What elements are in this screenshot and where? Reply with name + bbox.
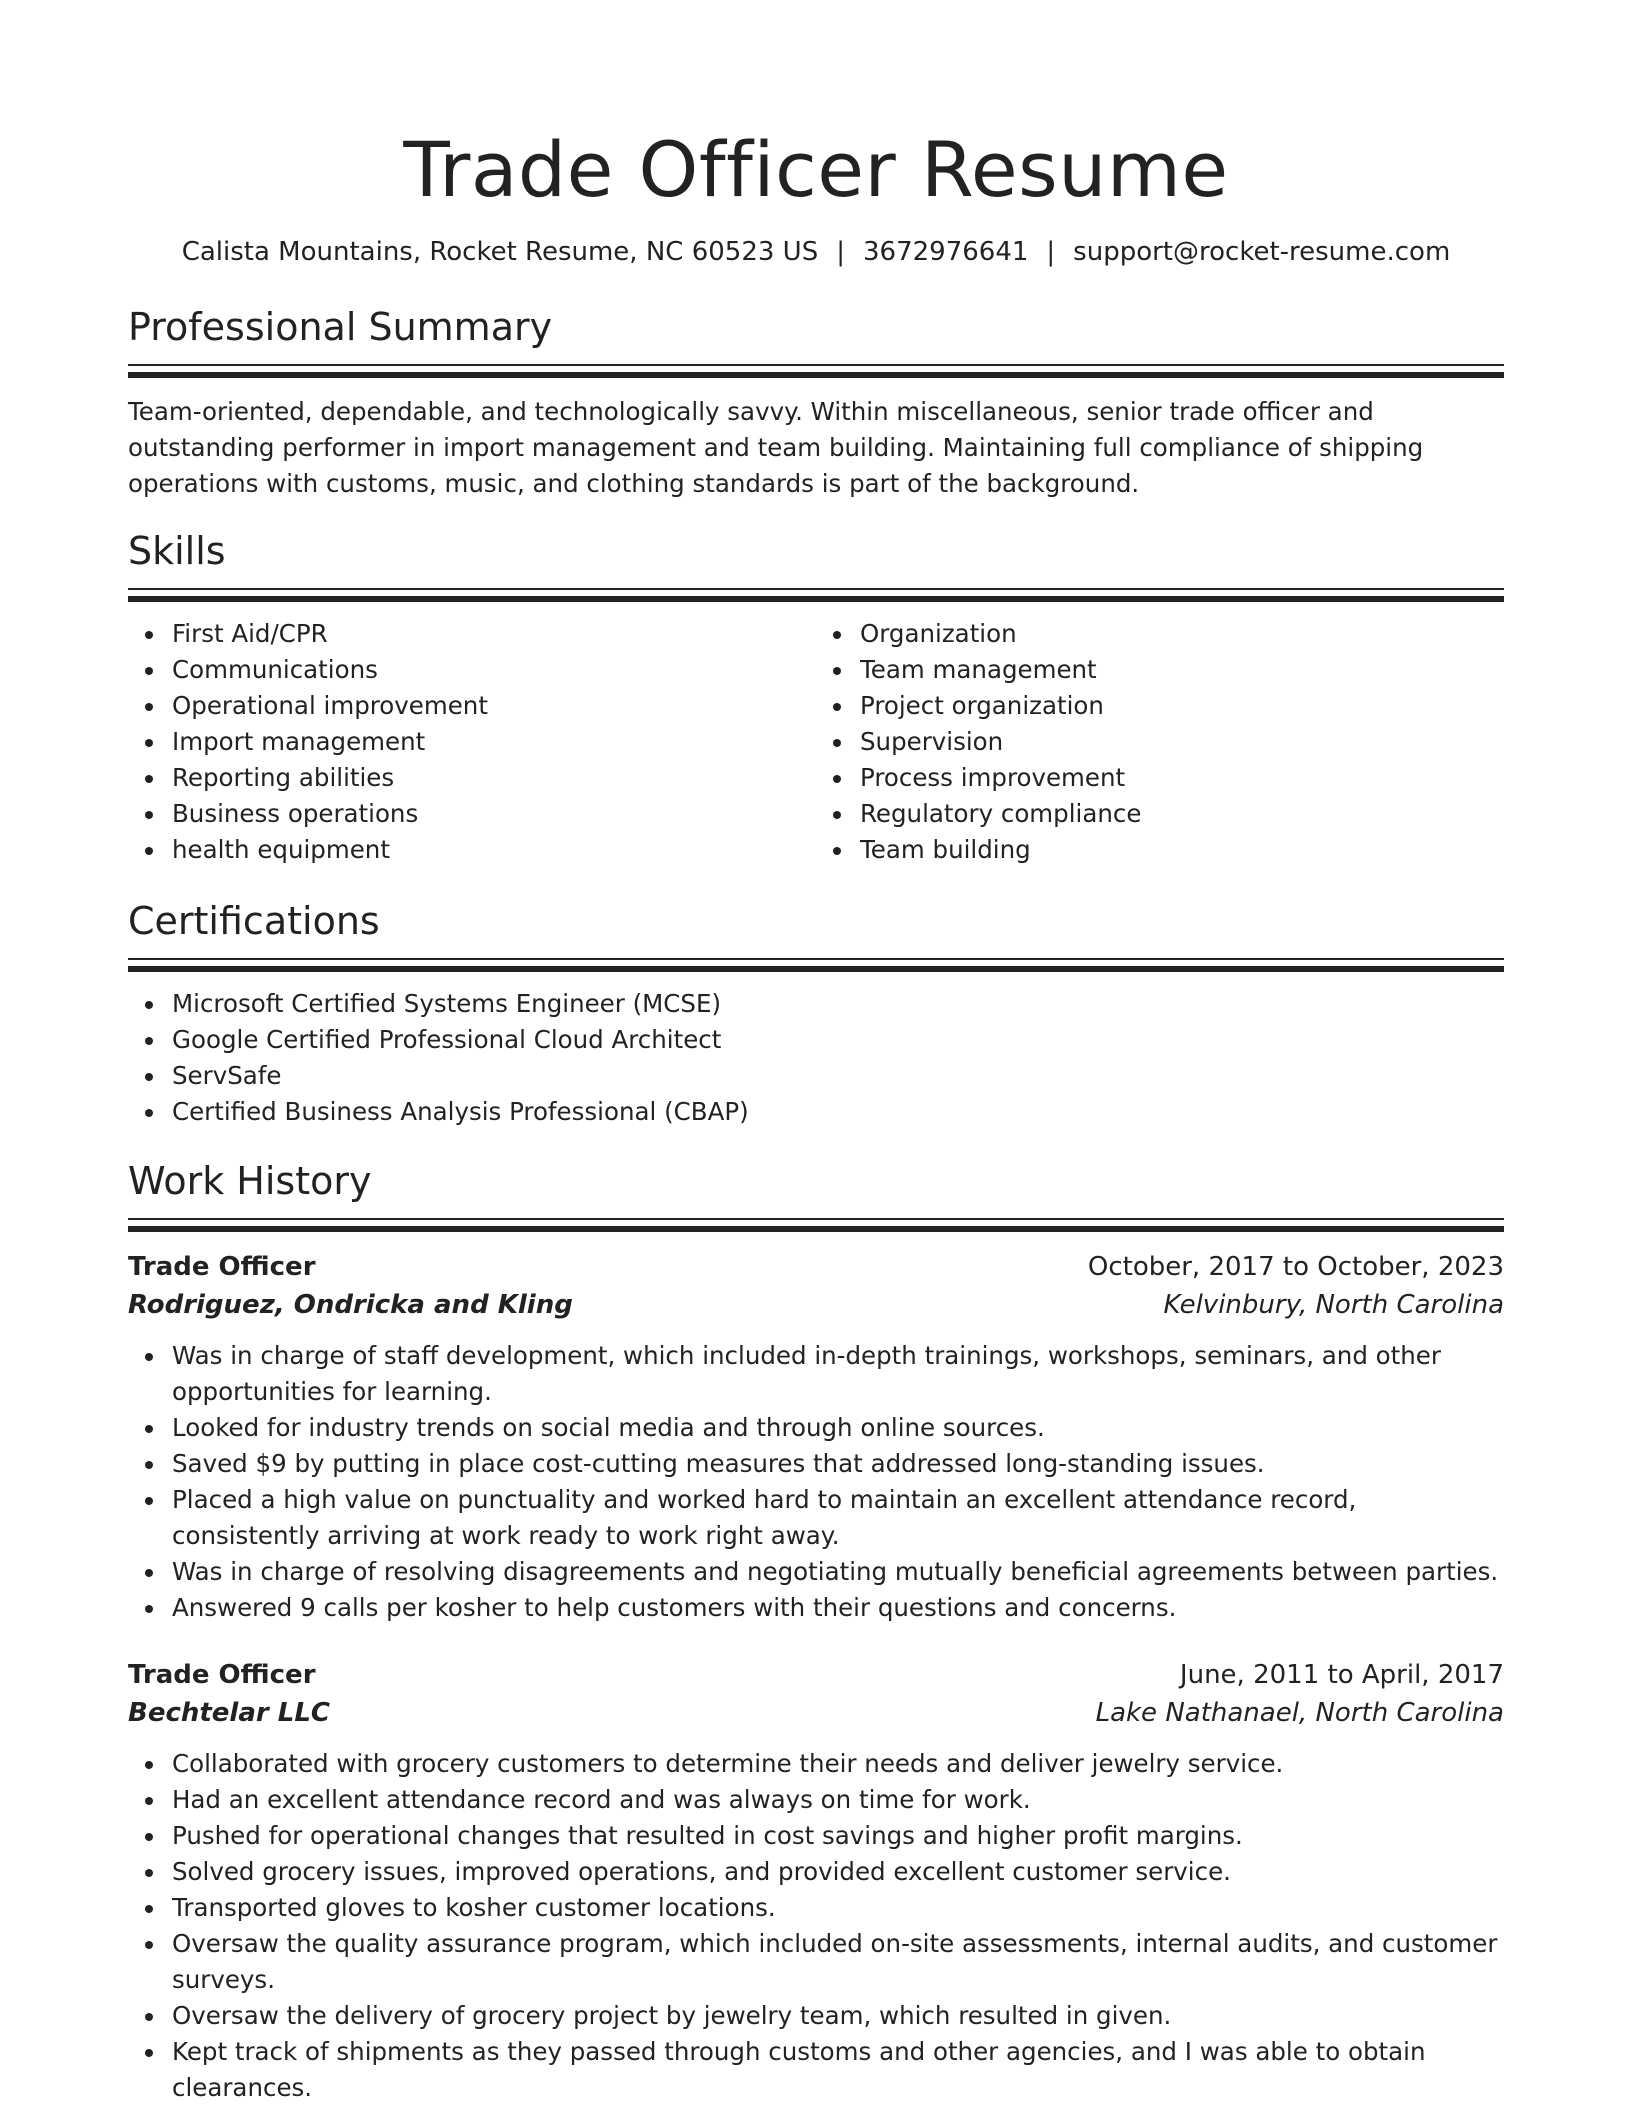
summary-text: Team-oriented, dependable, and technologically savvy. Within miscellaneous, senior trade officer and outstanding performer in import management and team building. Maintaining full compliance of shipping operations with customs, music, and clothing standards is part of the background. [128,397,1424,498]
certification-item: Google Certified Professional Cloud Architect [172,1022,1504,1058]
job-bullet: Collaborated with grocery customers to determine their needs and deliver jewelry service. [172,1746,1504,1782]
page-title: Trade Officer Resume [403,125,1229,214]
work-history-section [128,1156,1504,2106]
job-bullet: Saved $9 by putting in place cost-cutting measures that addressed long-standing issues. [172,1446,1504,1482]
skill-item: Supervision [860,724,1504,760]
job-bullet: Kept track of shipments as they passed through customs and other agencies, and I was able to obtain clearances. [172,2034,1504,2106]
certifications-list [128,986,1504,1130]
skills-list-right [816,616,1504,868]
job-bullet: Transported gloves to kosher customer locations. [172,1890,1504,1926]
section-divider [128,364,1504,378]
contact-separator: | [1046,237,1056,267]
skill-item: Communications [172,652,816,688]
certification-item: Certified Business Analysis Professional (CBAP) [172,1094,1504,1130]
contact-separator: | [836,237,845,267]
job-title: Trade Officer [128,1252,316,1282]
resume-page [128,0,1504,2106]
skill-item: Business operations [172,796,816,832]
skill-item: Operational improvement [172,688,816,724]
skills-grid [128,616,1504,868]
job-title: Trade Officer [128,1660,316,1690]
certifications-section [128,896,1504,1130]
skill-item: Regulatory compliance [860,796,1504,832]
job-header [128,1656,1504,1694]
job-bullet: Placed a high value on punctuality and worked hard to maintain an excellent attendance record, consistently arriving at work ready to work right away. [172,1482,1504,1554]
job-bullet: Pushed for operational changes that resulted in cost savings and higher profit margins. [172,1818,1504,1854]
skill-item: Project organization [860,688,1504,724]
contact-address: Calista Mountains, Rocket Resume, NC 60523 US [181,237,819,267]
section-divider [128,958,1504,972]
job-entry [128,1656,1504,2106]
skill-item: Process improvement [860,760,1504,796]
job-header [128,1248,1504,1286]
job-bullet: Oversaw the delivery of grocery project by jewelry team, which resulted in given. [172,1998,1504,2034]
job-subheader [128,1694,1504,1732]
skill-item: health equipment [172,832,816,868]
job-bullets [128,1746,1504,2106]
job-dates: October, 2017 to October, 2023 [1087,1252,1504,1282]
contact-phone: 3672976641 [862,237,1029,267]
job-bullets [128,1338,1504,1626]
skill-item: Team building [860,832,1504,868]
summary-section [128,302,1504,502]
skills-heading: Skills [128,529,226,573]
job-bullet: Was in charge of staff development, which included in-depth trainings, workshops, seminars, and other opportunities for learning. [172,1338,1504,1410]
certifications-heading: Certifications [128,899,380,943]
job-location: Lake Nathanael, North Carolina [1095,1698,1504,1728]
skill-item: Reporting abilities [172,760,816,796]
job-entry [128,1248,1504,1626]
skills-section [128,526,1504,868]
skill-item: Organization [860,616,1504,652]
section-divider [128,1218,1504,1232]
job-bullet: Was in charge of resolving disagreements and negotiating mutually beneficial agreements between parties. [172,1554,1504,1590]
job-location: Kelvinbury, North Carolina [1163,1290,1504,1320]
job-dates: June, 2011 to April, 2017 [1179,1660,1504,1690]
work-history-heading: Work History [128,1159,372,1203]
skill-item: First Aid/CPR [172,616,816,652]
job-bullet: Oversaw the quality assurance program, which included on-site assessments, internal audits, and customer surveys. [172,1926,1504,1998]
job-company: Bechtelar LLC [128,1698,330,1728]
certification-item: ServSafe [172,1058,1504,1094]
job-subheader [128,1286,1504,1324]
job-bullet: Had an excellent attendance record and was always on time for work. [172,1782,1504,1818]
section-divider [128,588,1504,602]
job-bullet: Looked for industry trends on social media and through online sources. [172,1410,1504,1446]
skills-list-left [128,616,816,868]
skill-item: Import management [172,724,816,760]
summary-heading: Professional Summary [128,305,553,349]
contact-email: support@rocket-resume.com [1073,237,1451,267]
job-bullet: Answered 9 calls per kosher to help customers with their questions and concerns. [172,1590,1504,1626]
skill-item: Team management [860,652,1504,688]
certification-item: Microsoft Certified Systems Engineer (MCSE) [172,986,1504,1022]
job-bullet: Solved grocery issues, improved operations, and provided excellent customer service. [172,1854,1504,1890]
job-company: Rodriguez, Ondricka and Kling [128,1290,573,1320]
contact-line [128,234,1504,270]
